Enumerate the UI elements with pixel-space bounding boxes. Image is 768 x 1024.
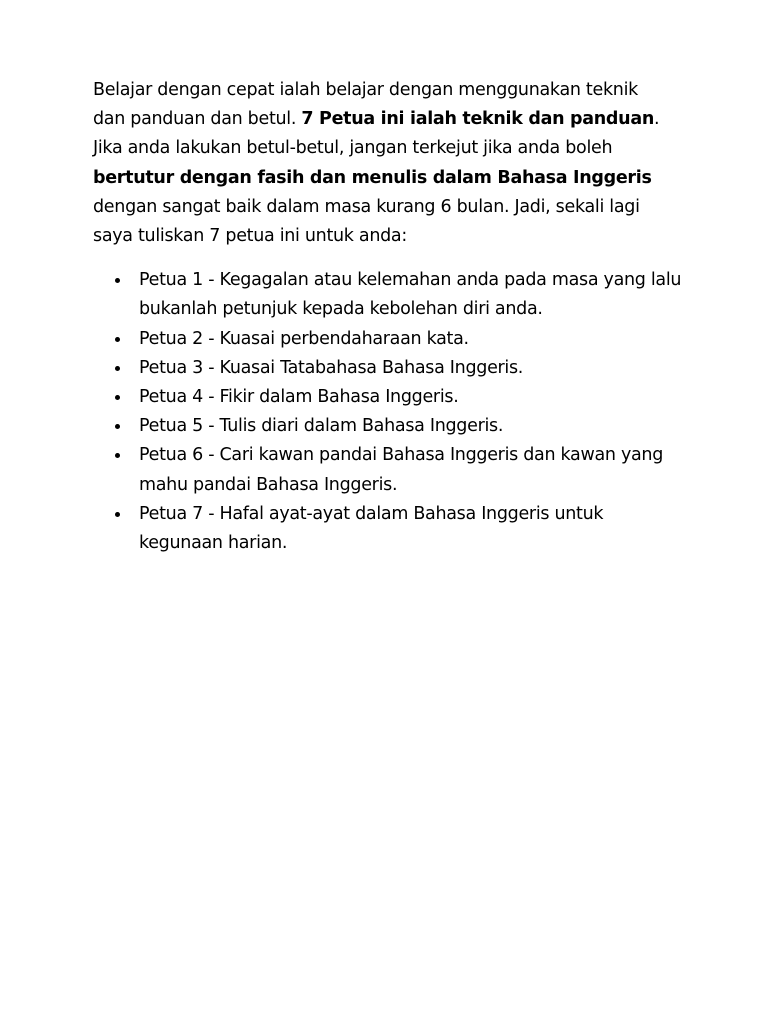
tip-text: Petua 4 - Fikir dalam Bahasa Inggeris. [139, 387, 459, 408]
tip-3 [93, 354, 683, 383]
bullet-icon [115, 512, 120, 517]
intro-bold-2: bertutur dengan fasih dan menulis dalam Bahasa Inggeris [93, 167, 652, 188]
intro-text-3: dengan sangat baik dalam masa kurang 6 bulan. Jadi, sekali lagi saya tuliskan 7 petua ini untuk anda: [93, 196, 640, 247]
tip-6 [93, 441, 683, 499]
tip-5 [93, 412, 683, 441]
tip-text: Petua 2 - Kuasai perbendaharaan kata. [139, 328, 469, 349]
bullet-icon [115, 395, 120, 400]
tip-7 [93, 500, 683, 558]
tip-2 [93, 325, 683, 354]
tip-4 [93, 383, 683, 412]
tip-text: Petua 6 - Cari kawan pandai Bahasa Inggeris dan kawan yang mahu pandai Bahasa Inggeris. [139, 445, 664, 495]
tips-list [93, 266, 683, 558]
intro-paragraph [93, 76, 673, 251]
tip-text: Petua 5 - Tulis diari dalam Bahasa Inggeris. [139, 416, 504, 437]
intro-text-2: . Jika anda lakukan betul-betul, jangan terkejut jika anda boleh [93, 109, 660, 159]
bullet-icon [115, 366, 120, 371]
tip-text: Petua 7 - Hafal ayat-ayat dalam Bahasa Inggeris untuk kegunaan harian. [139, 503, 604, 554]
document-page [93, 76, 683, 558]
tip-1 [93, 266, 683, 324]
bullet-icon [115, 453, 120, 458]
tip-text: Petua 3 - Kuasai Tatabahasa Bahasa Inggeris. [139, 357, 524, 378]
intro-text-1: Belajar dengan cepat ialah belajar dengan menggunakan teknik dan panduan dan betul. [93, 80, 638, 130]
tip-text: Petua 1 - Kegagalan atau kelemahan anda pada masa yang lalu bukanlah petunjuk kepada kebolehan diri anda. [139, 270, 682, 320]
bullet-icon [115, 337, 120, 342]
bullet-icon [115, 424, 120, 429]
intro-bold-1: 7 Petua ini ialah teknik dan panduan [301, 109, 654, 130]
bullet-icon [115, 278, 120, 283]
